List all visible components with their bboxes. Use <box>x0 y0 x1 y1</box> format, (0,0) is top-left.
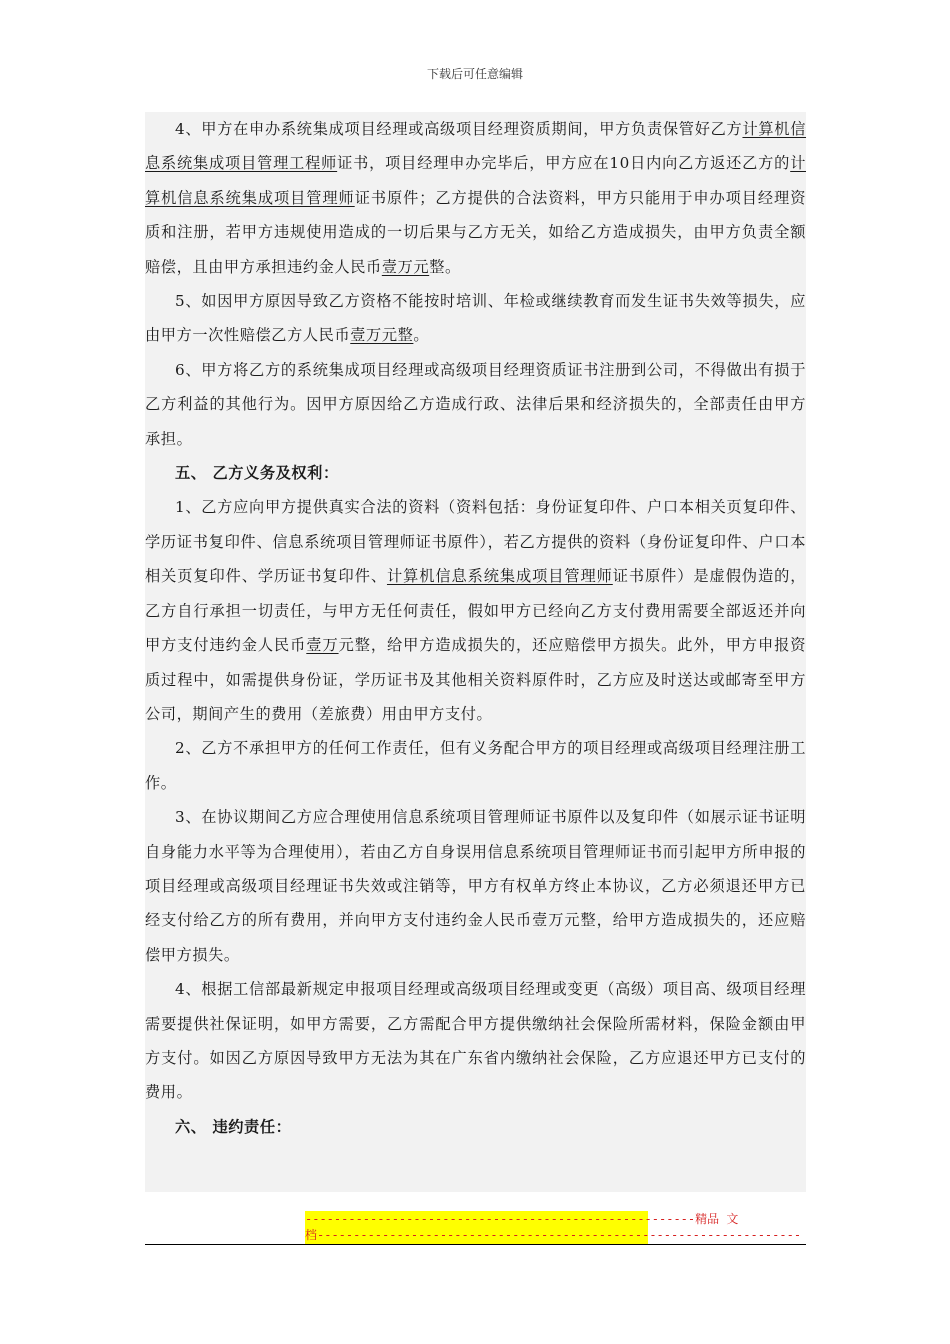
document-body <box>145 112 806 1192</box>
clause-text: 6、甲方将乙方的系统集成项目经理或高级项目经理资质证书注册到公司，不得做出有损于乙方利益的其他行为。因甲方原因给乙方造成行政、法律后果和经济损失的，全部责任由甲方承担。 <box>145 360 806 448</box>
clause-text: 1、乙方应向甲方提供真实合法的资料（资料包括：身份证复印件、户口本相关页复印件、学历证书复印件、信息系统项目管理师证书原件），若乙方提供的资料（身份证复印件、户口本相关页复印件、学历证书复印件、 <box>145 498 806 586</box>
clause-text: 2、乙方不承担甲方的任何工作责任，但有义务配合甲方的项目经理或高级项目经理注册工作。 <box>145 739 806 792</box>
clause-paragraph <box>145 112 806 284</box>
underlined-term: 壹万元整 <box>350 326 414 345</box>
clause-paragraph <box>145 972 806 1110</box>
clause-text: 4、根据工信部最新规定申报项目经理或高级项目经理或变更（高级）项目高、级项目经理需要提供社保证明，如甲方需要，乙方需配合甲方提供缴纳社会保险所需材料，保险金额由甲方支付。如因乙方原因导致甲方无法为其在广东省内缴纳社会保险，乙方应退还甲方已支付的费用。 <box>145 980 806 1102</box>
clause-paragraph <box>145 731 806 800</box>
clause-text: 证书原件；乙方提供的合法资料，甲方只能用于申办项目经理资质和注册，若甲方违规使用造成的一切后果与乙方无关，如给乙方造成损失，由甲方负责全额赔偿，且由甲方承担违约金人民币 <box>145 188 806 276</box>
clause-text: 4、甲方在申办系统集成项目经理或高级项目经理资质期间，甲方负责保管好乙方 <box>175 120 743 138</box>
clause-text: 元整，给甲方造成损失的，还应赔偿甲方损失。此外，甲方申报资质过程中，如需提供身份证，学历证书及其他相关资料原件时，乙方应及时送达或邮寄至甲方公司，期间产生的费用（差旅费）用由甲方支付。 <box>145 636 807 723</box>
page-header: 下载后可任意编辑 <box>426 67 523 81</box>
section-heading: 六、 违约责任： <box>175 1117 292 1136</box>
footer-line-1: ------------------------------------------------------精品 文 <box>305 1212 739 1226</box>
clause-text: 整。 <box>429 257 461 276</box>
underlined-term: 计算机信息系统集成项目管理师 <box>386 567 613 586</box>
clause-text: 证书，项目经理申办完毕后，甲方应在10日内向乙方返还乙方的 <box>337 154 791 173</box>
section-heading: 五、 乙方义务及权利： <box>175 464 339 483</box>
clause-paragraph <box>145 353 806 456</box>
underlined-term: 壹万 <box>306 636 339 655</box>
underlined-term: 计算机信息系统集成项目管理工程师 <box>145 120 807 173</box>
clause-text: 证书原件）是虚假伪造的，乙方自行承担一切责任，与甲方无任何责任，假如甲方已经向乙方支付费用需要全部返还并向甲方支付违约金人民币 <box>145 567 806 655</box>
clause-paragraph <box>145 800 806 972</box>
clause-text: 。 <box>413 326 430 345</box>
underlined-term: 壹万元 <box>381 257 430 276</box>
clause-text: 5、如因甲方原因导致乙方资格不能按时培训、年检或继续教育而发生证书失效等损失，应由甲方一次性赔偿乙方人民币 <box>145 292 806 345</box>
underlined-term: 计算机信息系统集成项目管理师 <box>145 154 806 207</box>
footer-line-2: 档------------------------------------------------------------------- <box>305 1228 802 1242</box>
clause-paragraph <box>145 284 806 353</box>
footer-rule <box>145 1244 806 1245</box>
footer-watermark <box>305 1211 802 1244</box>
clause-text: 3、在协议期间乙方应合理使用信息系统项目管理师证书原件以及复印件（如展示证书证明自身能力水平等为合理使用），若由乙方自身误用信息系统项目管理师证书而引起甲方所申报的项目经理或高级项目经理证书失效或注销等，甲方有权单方终止本协议，乙方必须退还甲方已经支付给乙方的所有费用，并向甲方支付违约金人民币壹万元整，给甲方造成损失的，还应赔偿甲方损失。 <box>145 808 806 964</box>
clause-paragraph <box>145 490 806 731</box>
